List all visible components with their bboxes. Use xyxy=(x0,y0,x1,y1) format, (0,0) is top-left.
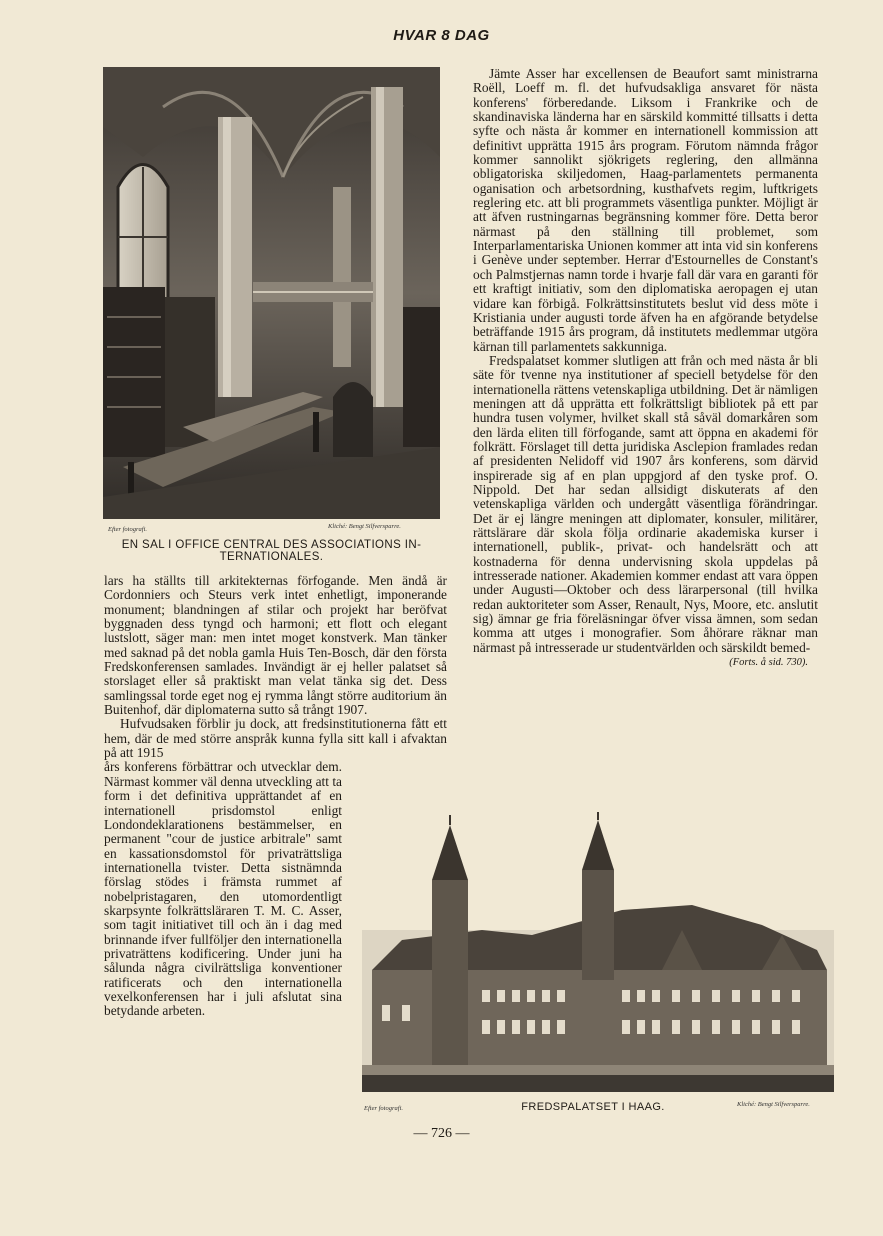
continued-note: (Forts. å sid. 730). xyxy=(729,657,808,669)
peace-palace-photo xyxy=(362,810,834,1092)
figure-caption: FREDSPALATSET I HAAG. xyxy=(521,1101,665,1113)
photo-credit: Efter fotografi. xyxy=(364,1105,403,1112)
running-header: HVAR 8 DAG xyxy=(393,27,490,44)
paragraph: Fredspalatset kommer slutligen att från och med nästa år bli säte för tvenne nya institutioner af speciell betydelse för den internationella rättens vetenskapliga utbildning. Det är nämligen meningen att då upprätta ett folkrättsligt bibliotek på ett par hundra tusen volymer, hvilket skall stå såväl domarkåren som den lärda eliten till förfogande, samt att öppna en akademi för folkrätt. Förslaget till detta juridiska Asclepion framlades redan af presidenten Nelidoff vid 1907 års konferens, som därvid inspirerade sig af en plan uppgjord af den tyske prof. O. Nippold. Det har sedan allsidigt diskuterats af den vetenskapliga världen och undergått väsentliga förändringar. Det är ej längre meningen att diplomater, konsuler, militärer, rättslärare där skola följa ordinarie akademiska kurser i internationell, publik-, privat- och handelsrätt och att kostnaderna för denna undervisning skola uppdelas på intresserade nationer. Akademien kommer endast att vara öppen under Augusti—Oktober och dess lärarpersonal (till hvilka redan auktoriteter som Asser, Renault, Nys, Moore, etc. anslutit sig) ämnar ge fria föreläsningar öfver vissa ämnen, som sedan komma att utges i monografier. Som åhörare räknar man närmast på intresserade ur studentvärlden och särskildt bemed- xyxy=(473,352,818,655)
paragraph-continuation: års konferens förbättrar och utvecklar dem. Närmast kommer väl denna utveckling att ta form i det definitiva upprättandet af en internationell prisdomstol enligt Londondeklarationens bestämmelser, en permanent "cour de justice arbitrale" samt en kassationsdomstol för privaträttsliga internationella tvister. Detta sistnämnda förslag stödes i främsta rummet af nobelpristagaren, den utomordentligt skarpsynte folkrättsläraren T. M. C. Asser, som tagit initiativet till och än i dag med brinnande ifver fullföljer den internationella privaträttens kodificering. Under juni ha sålunda några civilrättsliga konventioner ratificerats och den internationella vexelkonferensen har i juli afslutat sina betydande arbeten. xyxy=(104,759,342,1019)
right-column xyxy=(473,67,818,670)
library-hall-photo xyxy=(103,67,440,519)
caption-line: TERNATIONALES. xyxy=(219,551,324,563)
paragraph: Jämte Asser har excellensen de Beaufort samt ministrarna Roëll, Loeff m. fl. det hufvudsakliga ansvaret för nästa konferens' förberedande. Liksom i Frankrike och de skandinaviska länderna har en särskild kommitté tillsatts i detta syfte och nästa år kommer en internationell kommission att definitivt upprätta 1915 års program. Förutom nämnda frågor kommer sannolikt sjökrigets reglering, den allmänna obligatoriska skiljedomen, Haag-parlamentets permanenta oganisation och arbetsordning, kusthafvets regim, luftkrigets reglering etc. att bli programmets väsentliga punkter. Möjligt är att äfven rustningarnas begränsning kommer före. Detta beror närmast på den ställning till problemet, som Interparlamentariska Unionen kommer att inta vid sin konferens i Genève under september. Herrar d'Estournelles de Constant's och Palmstjernas namn torde i hvarje fall där vara en garanti för ett kraftigt initiativ, som den diplomatiska aeropagen ej utan vidare kan förbigå. Folkrättsinstitutets beslut vid dess möte i Kristiania under augusti torde äfven ha en afgörande betydelse beträffande 1915 års program, då institutets medlemmar utgöra kärnan till parlamentets sakkunniga. xyxy=(473,66,818,354)
paragraph: lars ha ställts till arkitekternas förfogande. Men ändå är Cordonniers och Steurs verk intet enhetligt, imponerande monument; blandningen af stilar och projekt har beröfvat byggnaden dess tyngd och harmoni; ett flott och elegant lustslott, säger man: men intet moget konstverk. Man tänker med saknad på det nobla gamla Huis Ten-Bosch, där den första Fredskonferensen samlades. Invändigt är ej heller palatset så storslaget eller så praktiskt man velat tänka sig det. Dess samlingssal torde eget nog ej rymma långt större auditorium än Buitenhof, där diplomaterna sutto så trångt 1907. xyxy=(104,573,447,718)
caption-line: EN SAL I OFFICE CENTRAL DES ASSOCIATIONS IN- xyxy=(121,539,422,551)
page-number: — 726 — xyxy=(413,1126,470,1141)
engraver-credit: Kliché: Bengt Silfversparre. xyxy=(328,523,401,530)
figure-caption xyxy=(103,539,440,563)
photo-credit: Efter fotografi. xyxy=(108,526,147,533)
paragraph: Hufvudsaken förblir ju dock, att fredsinstitutionerna fått ett hem, där de med större anspråk kunna fylla sitt kall i afvaktan på att 1915 xyxy=(104,716,447,761)
engraver-credit: Kliché: Bengt Silfversparre. xyxy=(737,1101,810,1108)
